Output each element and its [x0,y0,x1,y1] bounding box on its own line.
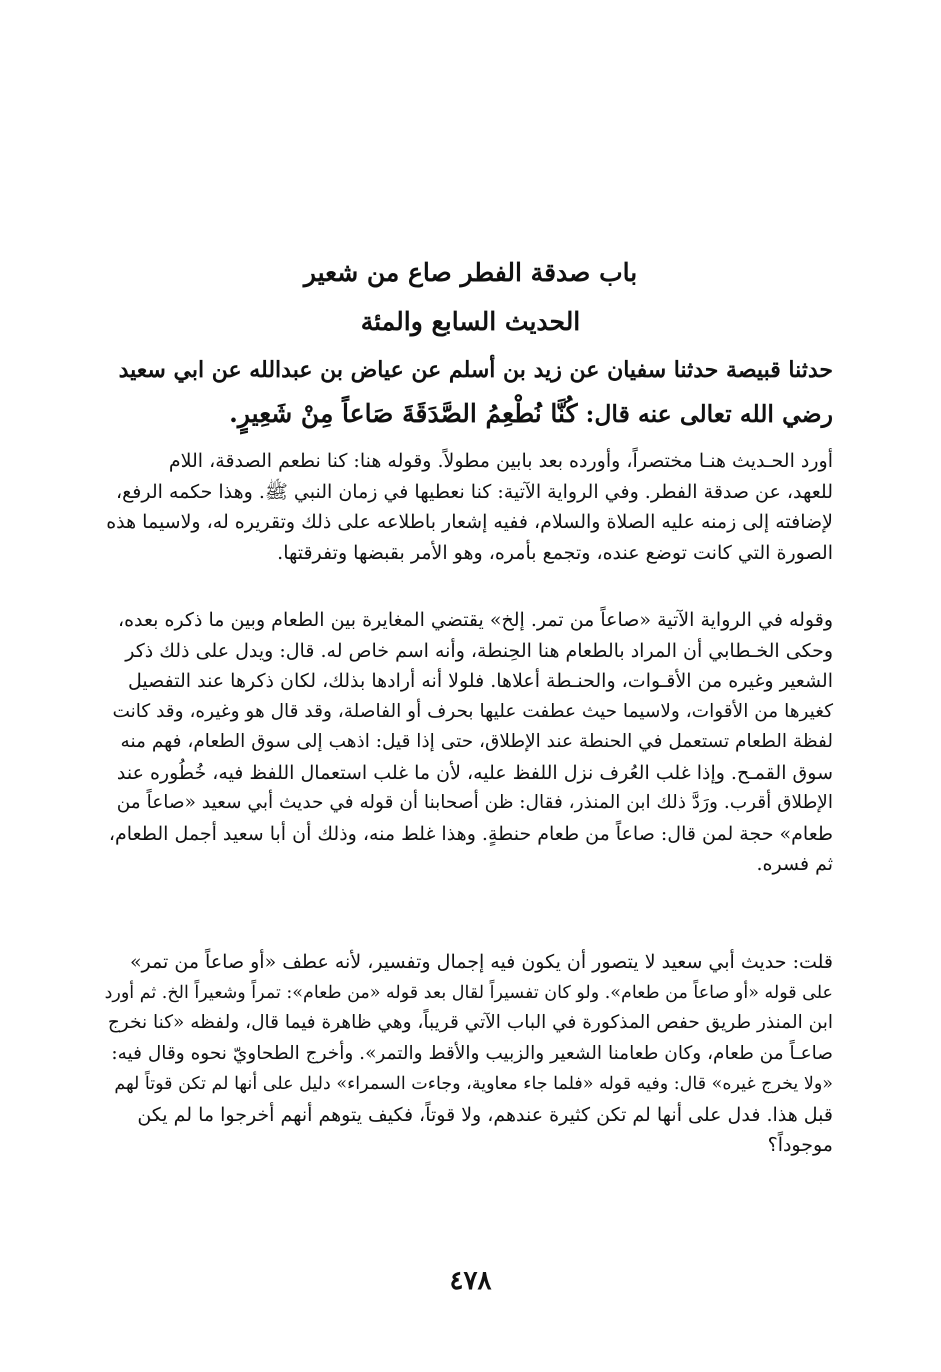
commentary-paragraph [103,947,833,1161]
chapter-title: باب صدقة الفطر صاع من شعير [303,258,638,287]
isnad-prefix: رضي الله تعالى عنه قال: [577,400,833,428]
hadith-title: الحديث السابع والمئة [360,307,581,336]
text-line: صاعـاً من طعام، وكان طعامنا الشعير والزبيب والأقط والتمر». وأخرج الطحاويّ نحوه وقال فيه: [111,1042,833,1064]
text-line: على قوله «أو صاعاً من طعام». ولو كان تفسيراً لقال بعد قوله «من طعام»: تمراً وشعيراً الخ. ثم أورد [104,982,833,1003]
text-line: موجوداً؟ [767,1134,833,1156]
isnad-line [103,392,833,436]
hadith-isnad [103,348,833,436]
text-line: وقوله في الرواية الآتية «صاعاً من تمر. إلخ» يقتضي المغايرة بين الطعام وبين ما ذكره بعده، [117,609,833,631]
text-line: للعهد، عن صدقة الفطر. وفي الرواية الآتية: كنا نعطيها في زمان النبي ﷺ. وهذا حكمه الرفع، [116,480,833,503]
text-line: وحكى الخـطابي أن المراد بالطعام هنا الحِنطة، وأنه اسم خاص له. قال: ويدل على ذلك ذكر [125,639,833,662]
text-line: لإضافته إلى زمنه عليه الصلاة والسلام، ففيه إشعار باطلاعه على ذلك وتقريره له، ولاسيما هذه [106,511,833,533]
text-line: لفظة الطعام تستعمل في الحنطة عند الإطلاق، حتى إذا قيل: اذهب إلى سوق الطعام، فهم منه [120,731,833,752]
text-line: كغيرها من الأقوات، ولاسيما حيث عطفت عليها بحرف أو الفاصلة، وقد قال هو وغيره، وقد كانت [112,700,833,722]
text-line: سوق القمـح. وإذا غلب العُرف نزل اللفظ عليه، لأن ما غلب استعمال اللفظ فيه، خُطُوره عند [116,761,833,784]
text-line: قلت: حديث أبي سعيد لا يتصور أن يكون فيه إجمال وتفسير، لأنه عطف «أو صاعاً من تمر» [129,951,833,973]
text-line: قبل هذا. فدل على أنها لم تكن كثيرة عندهم، ولا قوتاً، فكيف يتوهم أنهم أخرجوا ما لم يكن [137,1103,833,1126]
commentary-paragraph [103,446,833,568]
text-line: ابن المنذر طريق حفص المذكورة في الباب الآتي قريباً، وهي ظاهرة فيما قال، ولفظه «كنا نخرج [107,1012,833,1033]
text-line: الإطلاق أقرب. ورَدَّ ذلك ابن المنذر، فقال: ظن أصحابنا أن قوله في حديث أبي سعيد «صاعاً من [116,792,833,813]
commentary-paragraph [103,605,833,880]
hadith-matn: كُنَّا نُطْعِمُ الصَّدَقَةَ صَاعاً مِنْ شَعِيرٍ. [229,399,578,428]
text-line: ثم فسره. [756,853,833,875]
isnad-line: حدثنا قبيصة حدثنا سفيان عن زيد بن أسلم عن عياض بن عبدالله عن ابي سعيد [118,357,833,383]
text-line: الشعير وغيره من الأقـوات، والحنـطة أعلاها. فلولا أنه أرادها بذلك، لكان ذكرها عند التفصيل [128,670,833,692]
text-line: «ولا يخرج غيره» قال: وفيه قوله «فلما جاء معاوية، وجاءت السمراء» دليل على أنها لم تكن قوتاً لهم [114,1074,833,1094]
text-line: طعام» حجة لمن قال: صاعاً من طعام حنطةٍ. وهذا غلط منه، وذلك أن أبا سعيد أجمل الطعام، [108,822,833,845]
text-line: الصورة التي كانت توضع عنده، وتجمع بأمره، وهو الأمر بقبضها وتفرقتها. [277,541,833,564]
text-line: أورد الحـديث هنـا مختصراً، وأورده بعد بابين مطولاً. وقوله هنا: كنا نطعم الصدقة، اللام [168,450,833,472]
page-number: ٤٧٨ [449,1266,492,1296]
